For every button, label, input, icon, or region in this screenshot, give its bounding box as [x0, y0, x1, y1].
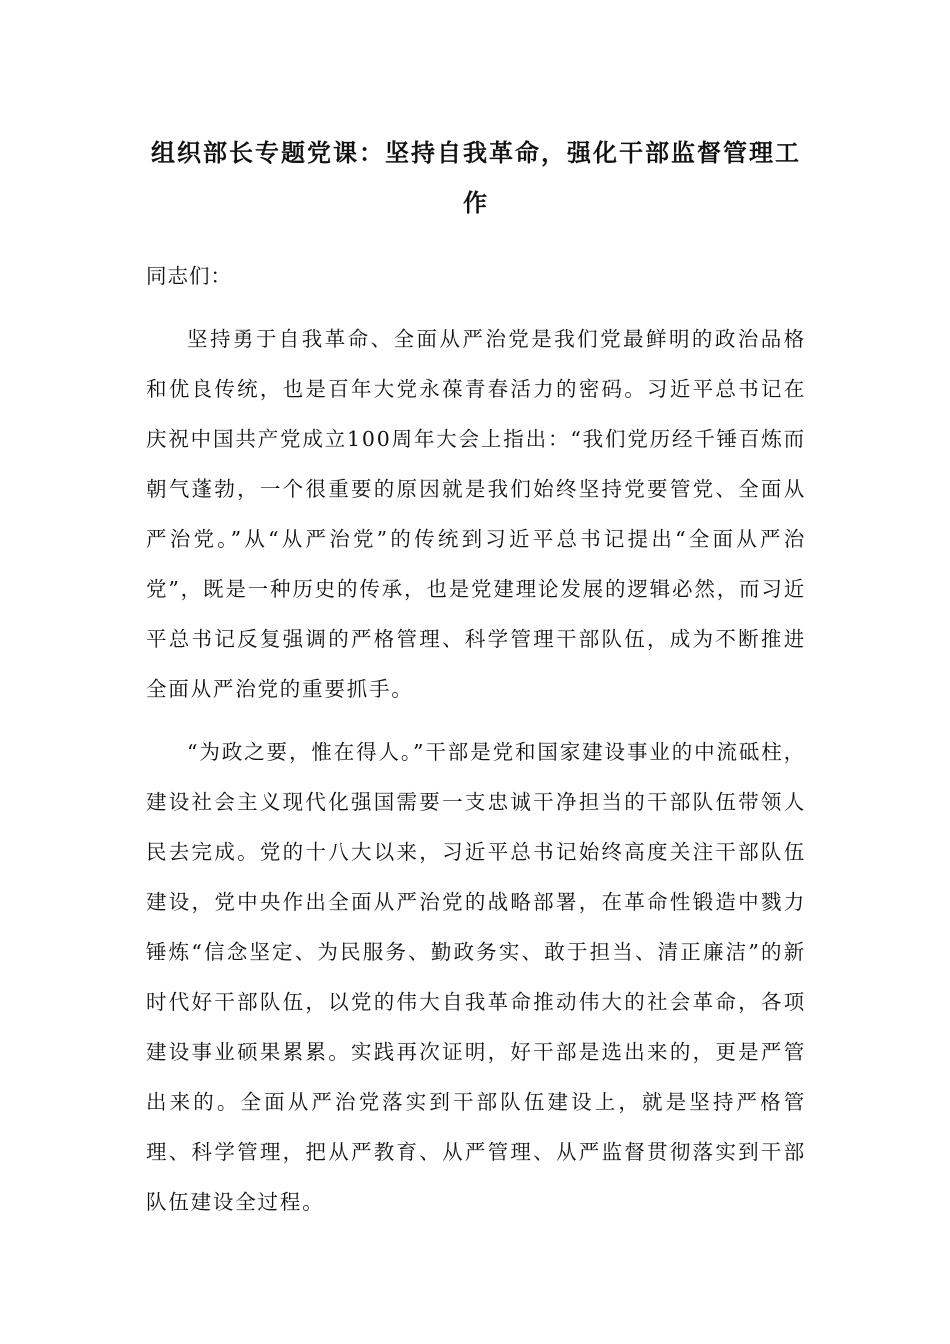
document-page [146, 128, 806, 1227]
document-title: 组织部长专题党课：坚持自我革命，强化干部监督管理工作 [151, 139, 801, 217]
greeting: 同志们： [146, 264, 232, 288]
paragraph-2: “为政之要，惟在得人。”干部是党和国家建设事业的中流砥柱，建设社会主义现代化强国需要一支忠诚干净担当的干部队伍带领人民去完成。党的十八大以来，习近平总书记始终高度关注干部队伍建设，党中央作出全面从严治党的战略部署，在革命性锻造中戮力锤炼“信念坚定、为民服务、勤政务实、敢于担当、清正廉洁”的新时代好干部队伍，以党的伟大自我革命推动伟大的社会革命，各项建设事业硕果累累。实践再次证明，好干部是选出来的，更是严管出来的。全面从严治党落实到干部队伍建设上，就是坚持严格管理、科学管理，把从严教育、从严管理、从严监督贯彻落实到干部队伍建设全过程。 [146, 740, 806, 1214]
paragraph-1: 坚持勇于自我革命、全面从严治党是我们党最鲜明的政治品格和优良传统，也是百年大党永葆青春活力的密码。习近平总书记在庆祝中国共产党成立100周年大会上指出：“我们党历经千锤百炼而朝气蓬勃，一个很重要的原因就是我们始终坚持党要管党、全面从严治党。”从“从严治党”的传统到习近平总书记提出“全面从严治党”，既是一种历史的传承，也是党建理论发展的逻辑必然，而习近平总书记反复强调的严格管理、科学管理干部队伍，成为不断推进全面从严治党的重要抓手。 [146, 327, 806, 701]
